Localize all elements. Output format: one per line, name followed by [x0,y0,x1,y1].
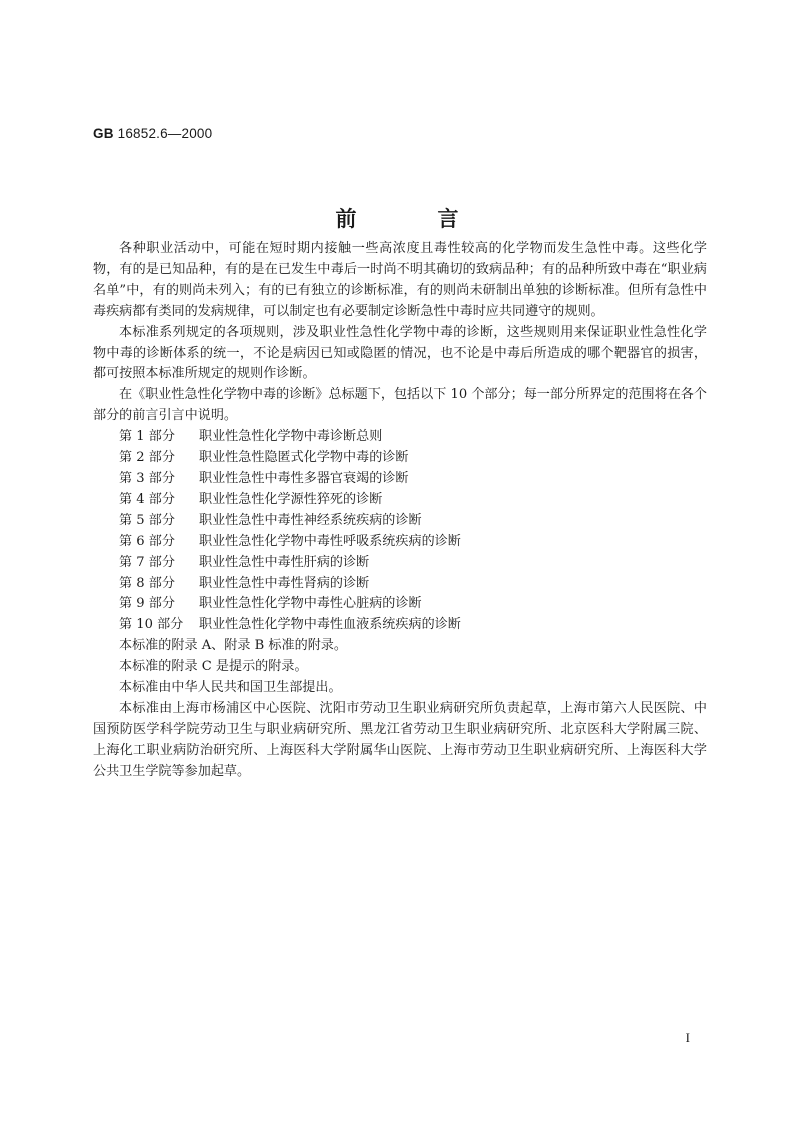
part-number: 第 10 部分 [119,617,184,633]
part-title: 职业性急性中毒性神经系统疾病的诊断 [199,512,422,528]
list-item [93,615,707,636]
list-item [93,448,707,469]
part-title: 职业性急性中毒性多器官衰竭的诊断 [199,470,409,486]
paragraph-rules: 本标准系列规定的各项规则，涉及职业性急性化学物中毒的诊断，这些规则用来保证职业性急性化学物中毒的诊断体系的统一，不论是病因已知或隐匿的情况，也不论是中毒后所造成的哪个靶器官的损害，都可按照本标准所规定的规则作诊断。 [93,324,707,382]
list-item [93,553,707,574]
part-title: 职业性急性化学物中毒性呼吸系统疾病的诊断 [199,533,461,549]
paragraph-drafters: 本标准由上海市杨浦区中心医院、沈阳市劳动卫生职业病研究所负责起草，上海市第六人民医院、中国预防医学科学院劳动卫生与职业病研究所、黑龙江省劳动卫生职业病研究所、北京医科大学附属三院、上海化工职业病防治研究所、上海医科大学附属华山医院、上海市劳动卫生职业病研究所、上海医科大学公共卫生学院等参加起草。 [93,700,707,779]
part-number: 第 8 部分 [119,575,175,591]
part-title: 职业性急性中毒性肝病的诊断 [199,554,370,570]
part-title: 职业性急性化学物中毒性血液系统疾病的诊断 [199,617,461,633]
list-item [93,594,707,615]
part-title: 职业性急性化学源性猝死的诊断 [199,491,383,507]
list-item [93,574,707,595]
standard-code [93,126,212,141]
list-item [93,511,707,532]
part-number: 第 5 部分 [119,512,175,528]
page-number: I [685,1030,690,1045]
paragraph-proposer: 本标准由中华人民共和国卫生部提出。 [119,680,342,696]
part-number: 第 6 部分 [119,533,175,549]
part-number: 第 9 部分 [119,596,175,612]
part-number: 第 3 部分 [119,470,175,486]
part-title: 职业性急性化学物中毒诊断总则 [199,429,383,445]
page-title: 前 言 [335,207,489,231]
list-item [93,490,707,511]
part-number: 第 2 部分 [119,450,175,466]
standard-number: 16852.6—2000 [117,126,213,141]
parts-list [93,427,707,636]
paragraph-informative-annex: 本标准的附录 C 是提示的附录。 [119,659,308,675]
list-item [93,532,707,553]
paragraph-background: 各种职业活动中，可能在短时期内接触一些高浓度且毒性较高的化学物而发生急性中毒。这些化学物，有的是已知品种，有的是在已发生中毒后一时尚不明其确切的致病品种；有的品种所致中毒在“职业病名单”中，有的则尚未列入；有的已有独立的诊断标准，有的则尚未研制出单独的诊断标准。但所有急性中毒疾病都有类同的发病规律，可以制定也有必要制定诊断急性中毒时应共同遵守的规则。 [93,241,707,319]
part-title: 职业性急性隐匿式化学物中毒的诊断 [199,450,409,466]
paragraph-parts-intro: 在《职业性急性化学物中毒的诊断》总标题下，包括以下 10 个部分；每一部分所界定的范围将在各个部分的前言引言中说明。 [93,387,708,424]
part-title: 职业性急性中毒性肾病的诊断 [199,575,370,591]
list-item [93,469,707,490]
part-title: 职业性急性化学物中毒性心脏病的诊断 [199,596,422,612]
part-number: 第 4 部分 [119,491,175,507]
part-number: 第 7 部分 [119,554,175,570]
foreword-body [93,239,707,783]
list-item [93,427,707,448]
paragraph-normative-annex: 本标准的附录 A、附录 B 标准的附录。 [119,638,347,654]
part-number: 第 1 部分 [119,429,175,445]
standard-prefix: GB [93,126,114,141]
